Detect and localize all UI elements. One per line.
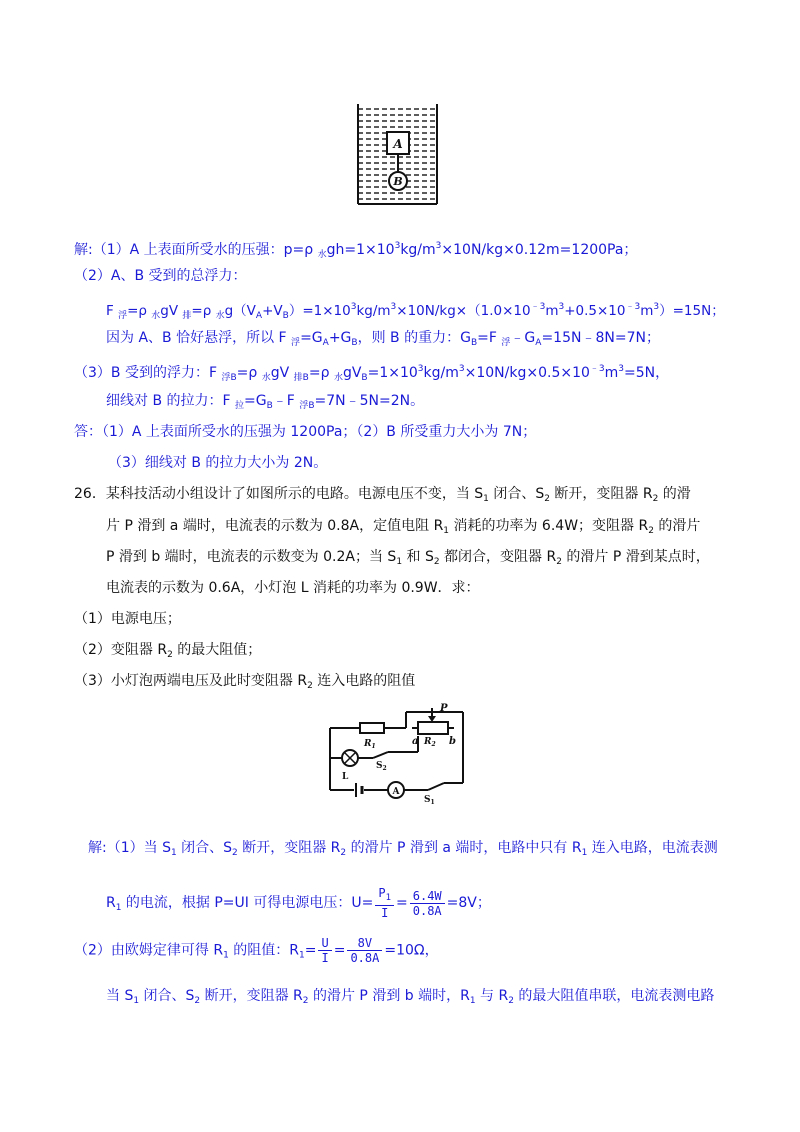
circuit-figure [318,700,478,805]
fraction-p1-over-i: $\frac{P_1}{I}$ [375,886,394,920]
sol26-line2: $R_1$ 的电流，根据 P=UI 可得电源电压：U= $\frac{P_1}{I}$ = $\frac{6.4W}{0.8A}$ =8V； [106,886,491,920]
fraction-8v-over-0-8a: $\frac{8V}{0.8A}$ [347,936,382,965]
sol25-line6: 细线对 B 的拉力：F $_拉=G_B﹣F$ $_{浮B}$=7N﹣5N=2N。 [106,393,425,411]
sol25-line4: 因为 A、B 恰好悬浮，所以 F $_浮=G_A+G_B$，则 B 的重力：$G_B=F$ $_浮﹣G_A=15N﹣8N=7N$； [106,330,660,348]
ball-b-label: B [393,175,403,188]
q26-sub1: （1）电源电压； [74,611,181,627]
sol26-line3: （2）由欧姆定律可得 $R_1$ 的阻值：$R_1=$ $\frac{U}{I}$ = $\frac{8V}{0.8A}$ =10Ω， [74,936,439,965]
q26-line4: 电流表的示数为 0.6A，小灯泡 L 消耗的功率为 0.9W．求： [106,580,480,596]
label-ammeter: A [392,787,400,797]
beaker-figure [350,100,445,210]
resistor-r1 [360,723,384,733]
q26-sub2: （2）变阻器 $R_2$ 的最大阻值； [74,642,262,660]
label-l: L [342,772,349,782]
label-s1: $S_1$ [424,795,435,805]
label-r2: $R_2$ [424,737,436,748]
sol26-line4: 当 $S_1$ 闭合、$S_2$ 断开，变阻器 $R_2$ 的滑片 P 滑到 b 端时，$R_1$ 与 $R_2$ 的最大阻值串联，电流表测电路 [106,988,715,1006]
sol25-line3: F $_浮$=ρ $_水$gV $_排$=ρ $_水g(V_A+V_B)=1\times 10^3kg/m^3\times 10N/kg\times(1.0\times 10^{﹣3}m^3+0.5\times 10^{﹣3}m^3)=15N$； [106,302,725,321]
label-s2: $S_2$ [376,761,387,772]
label-p: P [440,703,448,714]
block-a-label: A [393,137,403,151]
sol25-line1: 解:（1）A 上表面所受水的压强：p=ρ $_水gh=1\times 10^3kg/m^3\times 10N/kg\times 0.12m=1200Pa$； [74,241,638,260]
sol26-line1: 解:（1）当 $S_1$ 闭合、$S_2$ 断开，变阻器 $R_2$ 的滑片 P 滑到 a 端时，电路中只有 $R_1$ 连入电路，电流表测 [88,840,718,858]
q26-sub3: （3）小灯泡两端电压及此时变阻器 $R_2$ 连入电路的阻值 [74,673,416,691]
answer25-line1: 答：（1）A 上表面所受水的压强为 1200Pa；（2）B 所受重力大小为 7N； [74,424,537,440]
label-a: a [412,736,419,747]
q26-line2: 片 P 滑到 a 端时，电流表的示数为 0.8A，定值电阻 $R_1$ 消耗的功率为 6.4W；变阻器 $R_2$ 的滑片 [106,518,701,536]
q26-line1: 26．某科技活动小组设计了如图所示的电路。电源电压不变，当 $S_1$ 闭合、$S_2$ 断开，变阻器 $R_2$ 的滑 [74,486,691,504]
label-r1: $R_1$ [364,739,376,750]
sol25-line2: （2）A、B 受到的总浮力： [74,268,247,284]
answer25-line2: （3）细线对 B 的拉力大小为 2N。 [108,455,328,471]
fraction-6-4w-over-0-8a: $\frac{6.4W}{0.8A}$ [410,889,445,918]
sol25-line5: （3）B 受到的浮力：F $_{浮B}$=ρ $_水$gV $_{排B}$=ρ $_水gV_B=1\times 10^3kg/m^3\times 10N/kg\times 0.5\times 10^{﹣3}m^3=5N$， [74,364,670,383]
rheostat-r2 [418,722,448,734]
fraction-u-over-i: $\frac{U}{I}$ [318,936,331,965]
label-b: b [449,736,456,747]
q26-line3: P 滑到 b 端时，电流表的示数变为 0.2A；当 $S_1$ 和 $S_2$ 都闭合，变阻器 $R_2$ 的滑片 P 滑到某点时， [106,549,710,567]
